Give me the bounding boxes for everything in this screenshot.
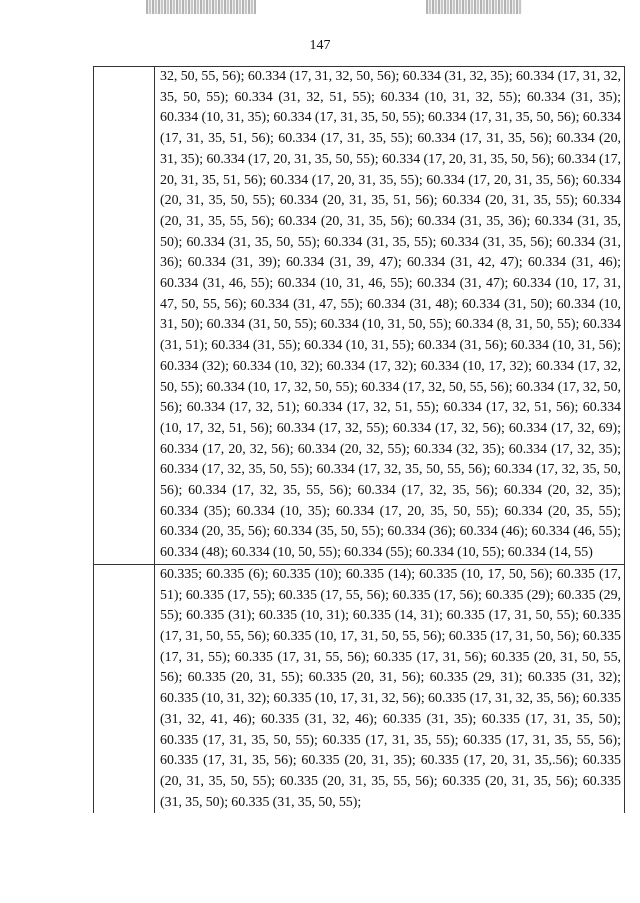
- scan-artifact-left: [146, 0, 256, 14]
- scan-artifact-right: [426, 0, 522, 14]
- table-cell-codes: [155, 564, 625, 813]
- table-row: [94, 67, 625, 565]
- classification-table: [93, 66, 625, 813]
- table-cell-empty: [94, 67, 155, 565]
- table-cell-empty: [94, 564, 155, 813]
- table-row: [94, 564, 625, 813]
- codes-text: 60.335; 60.335 (6); 60.335 (10); 60.335 (14); 60.335 (10, 17, 50, 56); 60.335 (17, 51); 60.335 (17, 55); 60.335 (17, 55, 56); 60.335 (17, 56); 60.335 (29); 60.335 (29, 55); 60.335 (31); 60.335 (10, 31); 60.335 (14, 31); 60.335 (17, 31, 50, 55); 60.335 (17, 31, 50, 55, 56); 60.335 (10, 17, 31, 50, 55, 56); 60.335 (17, 31, 50, 56); 60.335 (17, 31, 55); 60.335 (17, 31, 55, 56); 60.335 (17, 31, 56); 60.335 (20, 31, 50, 55, 56); 60.335 (20, 31, 55); 60.335 (20, 31, 56); 60.335 (29, 31); 60.335 (31, 32); 60.335 (10, 31, 32); 60.335 (10, 17, 31, 32, 56); 60.335 (17, 31, 32, 35, 56); 60.335 (31, 32, 41, 46); 60.335 (31, 32, 46); 60.335 (31, 35); 60.335 (17, 31, 35, 50); 60.335 (17, 31, 35, 50, 55); 60.335 (17, 31, 35, 55); 60.335 (17, 31, 35, 55, 56); 60.335 (17, 31, 35, 56); 60.335 (20, 31, 35); 60.335 (17, 20, 31, 35,.56); 60.335 (20, 31, 35, 50, 55); 60.335 (20, 31, 35, 55, 56); 60.335 (20, 31, 35, 56); 60.335 (31, 35, 50); 60.335 (31, 35, 50, 55);: [160, 566, 621, 810]
- page-number: 147: [309, 38, 331, 53]
- codes-text: 32, 50, 55, 56); 60.334 (17, 31, 32, 50, 56); 60.334 (31, 32, 35); 60.334 (17, 31, 32, 35, 50, 55); 60.334 (31, 32, 51, 55); 60.334 (10, 31, 32, 55); 60.334 (31, 35); 60.334 (10, 31, 35); 60.334 (17, 31, 35, 50, 55); 60.334 (17, 31, 35, 50, 56); 60.334 (17, 31, 35, 51, 56); 60.334 (17, 31, 35, 55); 60.334 (17, 31, 35, 56); 60.334 (20, 31, 35); 60.334 (17, 20, 31, 35, 50, 55); 60.334 (17, 20, 31, 35, 50, 56); 60.334 (17, 20, 31, 35, 51, 56); 60.334 (17, 20, 31, 35, 55); 60.334 (17, 20, 31, 35, 56); 60.334 (20, 31, 35, 50, 55); 60.334 (20, 31, 35, 51, 56); 60.334 (20, 31, 35, 55); 60.334 (20, 31, 35, 55, 56); 60.334 (20, 31, 35, 56); 60.334 (31, 35, 36); 60.334 (31, 35, 50); 60.334 (31, 35, 50, 55); 60.334 (31, 35, 55); 60.334 (31, 35, 56); 60.334 (31, 36); 60.334 (31, 39); 60.334 (31, 39, 47); 60.334 (31, 42, 47); 60.334 (31, 46); 60.334 (31, 46, 55); 60.334 (10, 31, 46, 55); 60.334 (31, 47); 60.334 (10, 17, 31, 47, 50, 55, 56); 60.334 (31, 47, 55); 60.334 (31, 48); 60.334 (31, 50); 60.334 (10, 31, 50); 60.334 (31, 50, 55); 60.334 (10, 31, 50, 55); 60.334 (8, 31, 50, 55); 60.334 (31, 51); 60.334 (31, 55); 60.334 (10, 31, 55); 60.334 (31, 56); 60.334 (10, 31, 56); 60.334 (32); 60.334 (10, 32); 60.334 (17, 32); 60.334 (10, 17, 32); 60.334 (17, 32, 50, 55); 60.334 (10, 17, 32, 50, 55); 60.334 (17, 32, 50, 55, 56); 60.334 (17, 32, 50, 56); 60.334 (17, 32, 51); 60.334 (17, 32, 51, 55); 60.334 (17, 32, 51, 56); 60.334 (10, 17, 32, 51, 56); 60.334 (17, 32, 55); 60.334 (17, 32, 56); 60.334 (17, 32, 69); 60.334 (17, 20, 32, 56); 60.334 (20, 32, 55); 60.334 (32, 35); 60.334 (17, 32, 35); 60.334 (17, 32, 35, 50, 55); 60.334 (17, 32, 35, 50, 55, 56); 60.334 (17, 32, 35, 50, 56); 60.334 (17, 32, 35, 55, 56); 60.334 (17, 32, 35, 56); 60.334 (20, 32, 35); 60.334 (35); 60.334 (10, 35); 60.334 (17, 20, 35, 50, 55); 60.334 (20, 35, 55); 60.334 (20, 35, 56); 60.334 (35, 50, 55); 60.334 (36); 60.334 (46); 60.334 (46, 55); 60.334 (48); 60.334 (10, 50, 55); 60.334 (55); 60.334 (10, 55); 60.334 (14, 55): [160, 69, 621, 561]
- table-cell-codes: [155, 67, 625, 565]
